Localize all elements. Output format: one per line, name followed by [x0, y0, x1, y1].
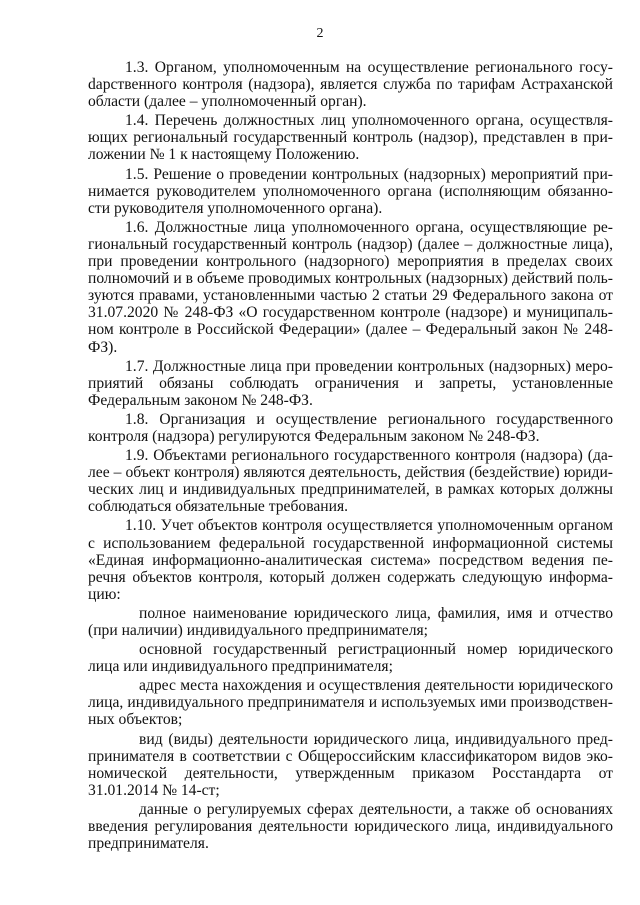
paragraph-1-5: 1.5. Решение о проведении контрольных (надзорных) мероприятий принимается руководителем уполномоченного органа (исполняющим обязанности руководителя уполномоченного органа). — [88, 165, 613, 217]
list-item-regulated-areas: данные о регулируемых сферах деятельности, а также об основаниях введения регулирования деятельности юридического лица, индивидуального предпринимателя. — [88, 800, 613, 853]
paragraph-1-3: 1.3. Органом, уполномоченным на осуществление регионального госуdарственного контроля (надзора), является служба по тарифам Астраханской области (далее – уполномоченный орган). — [88, 59, 613, 111]
list-item-activity-type: вид (виды) деятельности юридического лица, индивидуального предпринимателя в соответствии с Общероссийским классификатором видов экономической деятельности, утвержденным приказом Росстандарта от 31.01.2014 № 14-ст; — [88, 730, 613, 799]
page-number: 2 — [316, 26, 324, 41]
paragraph-1-8: 1.8. Организация и осуществление регионального государственного контроля (надзора) регулируются Федеральным законом № 248-ФЗ. — [88, 410, 613, 445]
document-body — [88, 59, 613, 854]
list-item-registration-number: основной государственный регистрационный номер юридического лица или индивидуального предпринимателя; — [88, 641, 613, 676]
paragraph-1-10: 1.10. Учет объектов контроля осуществляется уполномоченным органом с использованием федеральной государственной информационной системы «Единая информационно-аналитическая система» посредством ведения перечня объектов контроля, который должен содержать следующую информацию: — [88, 517, 613, 603]
paragraph-1-4: 1.4. Перечень должностных лиц уполномоченного органа, осуществляющих региональный государственный контроль (надзор), представлен в приложении № 1 к настоящему Положению. — [88, 112, 613, 164]
list-item-address: адрес места нахождения и осуществления деятельности юридического лица, индивидуального предпринимателя и используемых ими производственных объектов; — [88, 677, 613, 729]
paragraph-1-6: 1.6. Должностные лица уполномоченного органа, осуществляющие региональный государственный контроль (надзор) (далее – должностные лица), при проведении контрольного (надзорного) мероприятия в пределах своих полномочий и в объеме проводимых контрольных (надзорных) действий пользуются правами, установленными частью 2 статьи 29 Федерального закона от 31.07.2020 № 248-ФЗ «О государственном контроле (надзоре) и муниципальном контроле в Российской Федерации» (далее – Федеральный закон № 248-ФЗ). — [88, 218, 613, 356]
list-item-full-name: полное наименование юридического лица, фамилия, имя и отчество (при наличии) индивидуального предпринимателя; — [88, 604, 613, 639]
paragraph-1-7: 1.7. Должностные лица при проведении контрольных (надзорных) мероприятий обязаны соблюдать ограничения и запреты, установленные Федеральным законом № 248-ФЗ. — [88, 357, 613, 409]
paragraph-1-9: 1.9. Объектами регионального государственного контроля (надзора) (далее – объект контроля) являются деятельность, действия (бездействие) юридических лиц и индивидуальных предпринимателей, в рамках которых должны соблюдаться обязательные требования. — [88, 447, 613, 516]
